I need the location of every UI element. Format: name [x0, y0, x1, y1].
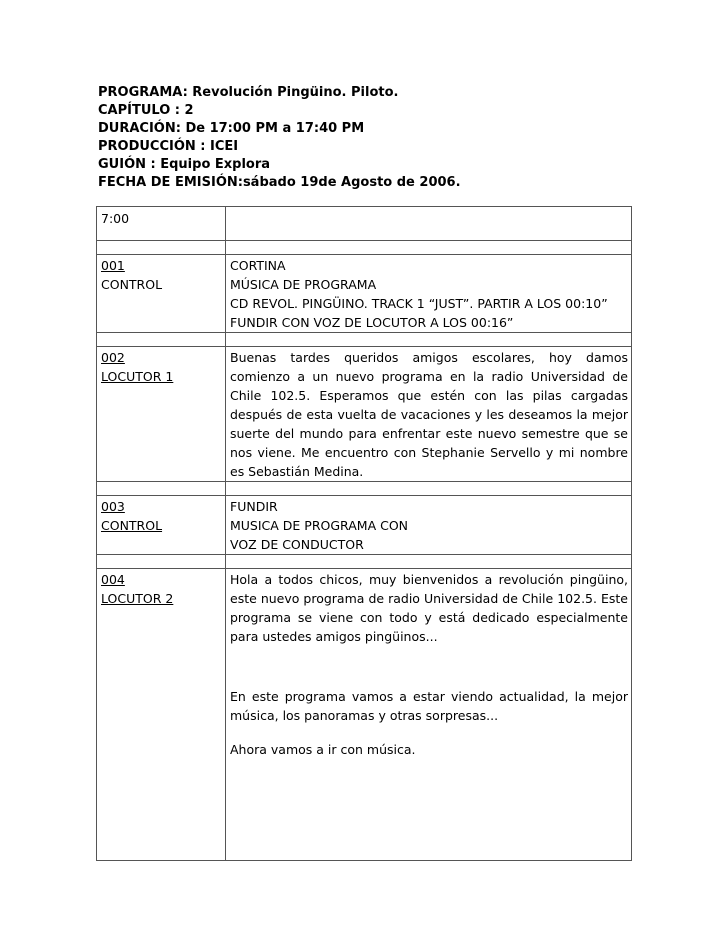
broadcast-date: FECHA DE EMISIÓN:sábado 19de Agosto de 2006. [98, 175, 461, 190]
table-row [97, 255, 632, 333]
cue-role: LOCUTOR 2 [101, 591, 174, 606]
cue-content [226, 569, 632, 861]
cue-role: CONTROL [101, 518, 163, 533]
spacer-row [97, 482, 632, 496]
chapter: CAPÍTULO : 2 [98, 103, 194, 118]
cue-text: Hola a todos chicos, muy bienvenidos a revolución pingüino, este nuevo programa de radio Universidad de Chile 102.5. Este programa se viene con todo y está dedicado especialmente para ustedes amigos pingüinos... [230, 572, 628, 644]
program-title: PROGRAMA: Revolución Pingüino. Piloto. [98, 85, 399, 100]
cue-line: CD REVOL. PINGÜINO. TRACK 1 “JUST”. PARTIR A LOS 00:10” [230, 296, 608, 311]
time-row [97, 207, 632, 241]
production: PRODUCCIÓN : ICEI [98, 139, 239, 154]
table-row [97, 569, 632, 861]
cue-role: CONTROL [101, 277, 163, 292]
cue-cell [97, 496, 226, 555]
cue-line: CORTINA [230, 258, 286, 273]
cue-line: FUNDIR CON VOZ DE LOCUTOR A LOS 00:16” [230, 315, 514, 330]
cue-role: LOCUTOR 1 [101, 369, 174, 384]
cue-number: 002 [101, 350, 125, 365]
cue-line: MUSICA DE PROGRAMA CON [230, 518, 409, 533]
cue-line: FUNDIR [230, 499, 278, 514]
cue-number: 003 [101, 499, 125, 514]
cue-cell [97, 569, 226, 861]
spacer-row [97, 555, 632, 569]
cue-number: 001 [101, 258, 125, 273]
script-header [98, 84, 638, 192]
table-row [97, 347, 632, 482]
time-cell: 7:00 [97, 207, 226, 241]
table-row [97, 496, 632, 555]
cue-line: VOZ DE CONDUCTOR [230, 537, 364, 552]
duration: DURACIÓN: De 17:00 PM a 17:40 PM [98, 121, 365, 136]
cue-content [226, 496, 632, 555]
cue-text: Ahora vamos a ir con música. [230, 742, 416, 757]
cue-line: MÚSICA DE PROGRAMA [230, 277, 377, 292]
cue-cell [97, 255, 226, 333]
cue-content [226, 255, 632, 333]
time-empty-cell [226, 207, 632, 241]
script-table [96, 206, 632, 861]
cue-number: 004 [101, 572, 125, 587]
script-author: GUIÓN : Equipo Explora [98, 157, 271, 172]
cue-text: En este programa vamos a estar viendo actualidad, la mejor música, los panoramas y otras sorpresas... [230, 689, 628, 723]
spacer-row [97, 333, 632, 347]
spacer-row [97, 241, 632, 255]
cue-content [226, 347, 632, 482]
cue-cell [97, 347, 226, 482]
cue-text: Buenas tardes queridos amigos escolares, hoy damos comienzo a un nuevo programa en la radio Universidad de Chile 102.5. Esperamos que estén con las pilas cargadas después de esta vuelta de vacaciones y les deseamos la mejor suerte del mundo para enfrentar este nuevo semestre que se nos viene. Me encuentro con Stephanie Servello y mi nombre es Sebastián Medina. [230, 350, 628, 479]
